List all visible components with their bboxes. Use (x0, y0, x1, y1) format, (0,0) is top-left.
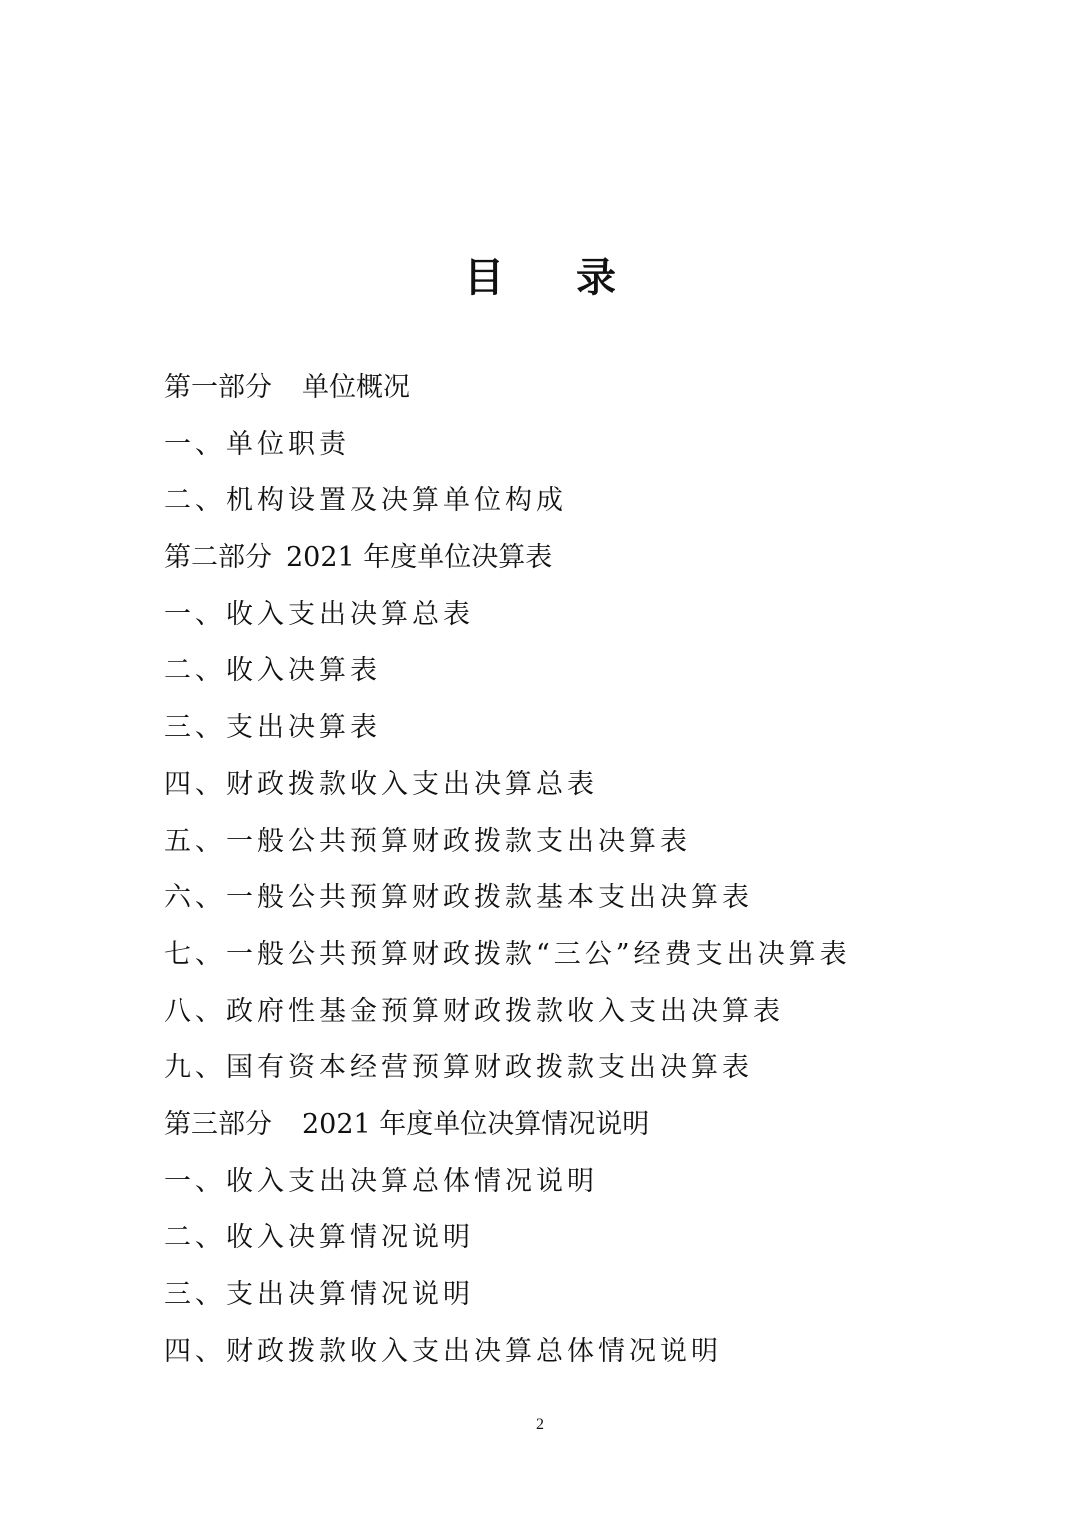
toc-item: 一、单位职责 (164, 428, 350, 460)
toc-item: 二、机构设置及决算单位构成 (164, 485, 567, 517)
toc-part-title: 2021 年度单位决算情况说明 (302, 1108, 650, 1140)
toc-part-label: 第二部分 (164, 542, 272, 574)
page-title (0, 248, 1080, 300)
page-number: 2 (536, 1416, 544, 1433)
toc-part-1 (164, 360, 964, 417)
toc-part-3 (164, 1097, 964, 1154)
toc-item: 五、一般公共预算财政拨款支出决算表 (164, 825, 691, 857)
toc-item: 三、支出决算表 (164, 712, 381, 744)
toc-part-title: 2021 年度单位决算表 (286, 542, 553, 574)
toc-part-2 (164, 530, 964, 587)
table-of-contents (164, 360, 964, 1380)
toc-item: 四、财政拨款收入支出决算总表 (164, 768, 598, 800)
toc-item: 六、一般公共预算财政拨款基本支出决算表 (164, 882, 753, 914)
toc-part-title: 单位概况 (302, 372, 410, 403)
toc-item: 二、收入决算情况说明 (164, 1222, 474, 1254)
toc-part-label: 第一部分 (164, 372, 272, 403)
toc-item: 二、收入决算表 (164, 655, 381, 687)
title-char-1: 目 (464, 253, 504, 301)
toc-item: 七、一般公共预算财政拨款“三公”经费支出决算表 (164, 938, 851, 970)
toc-item: 三、支出决算情况说明 (164, 1279, 474, 1310)
toc-item: 一、收入支出决算总表 (164, 598, 474, 630)
toc-item: 一、收入支出决算总体情况说明 (164, 1165, 598, 1197)
toc-item: 九、国有资本经营预算财政拨款支出决算表 (164, 1052, 753, 1084)
toc-item: 八、政府性基金预算财政拨款收入支出决算表 (164, 995, 784, 1027)
toc-part-label: 第三部分 (164, 1108, 272, 1140)
toc-item: 四、财政拨款收入支出决算总体情况说明 (164, 1335, 722, 1367)
title-char-2: 录 (576, 253, 616, 301)
